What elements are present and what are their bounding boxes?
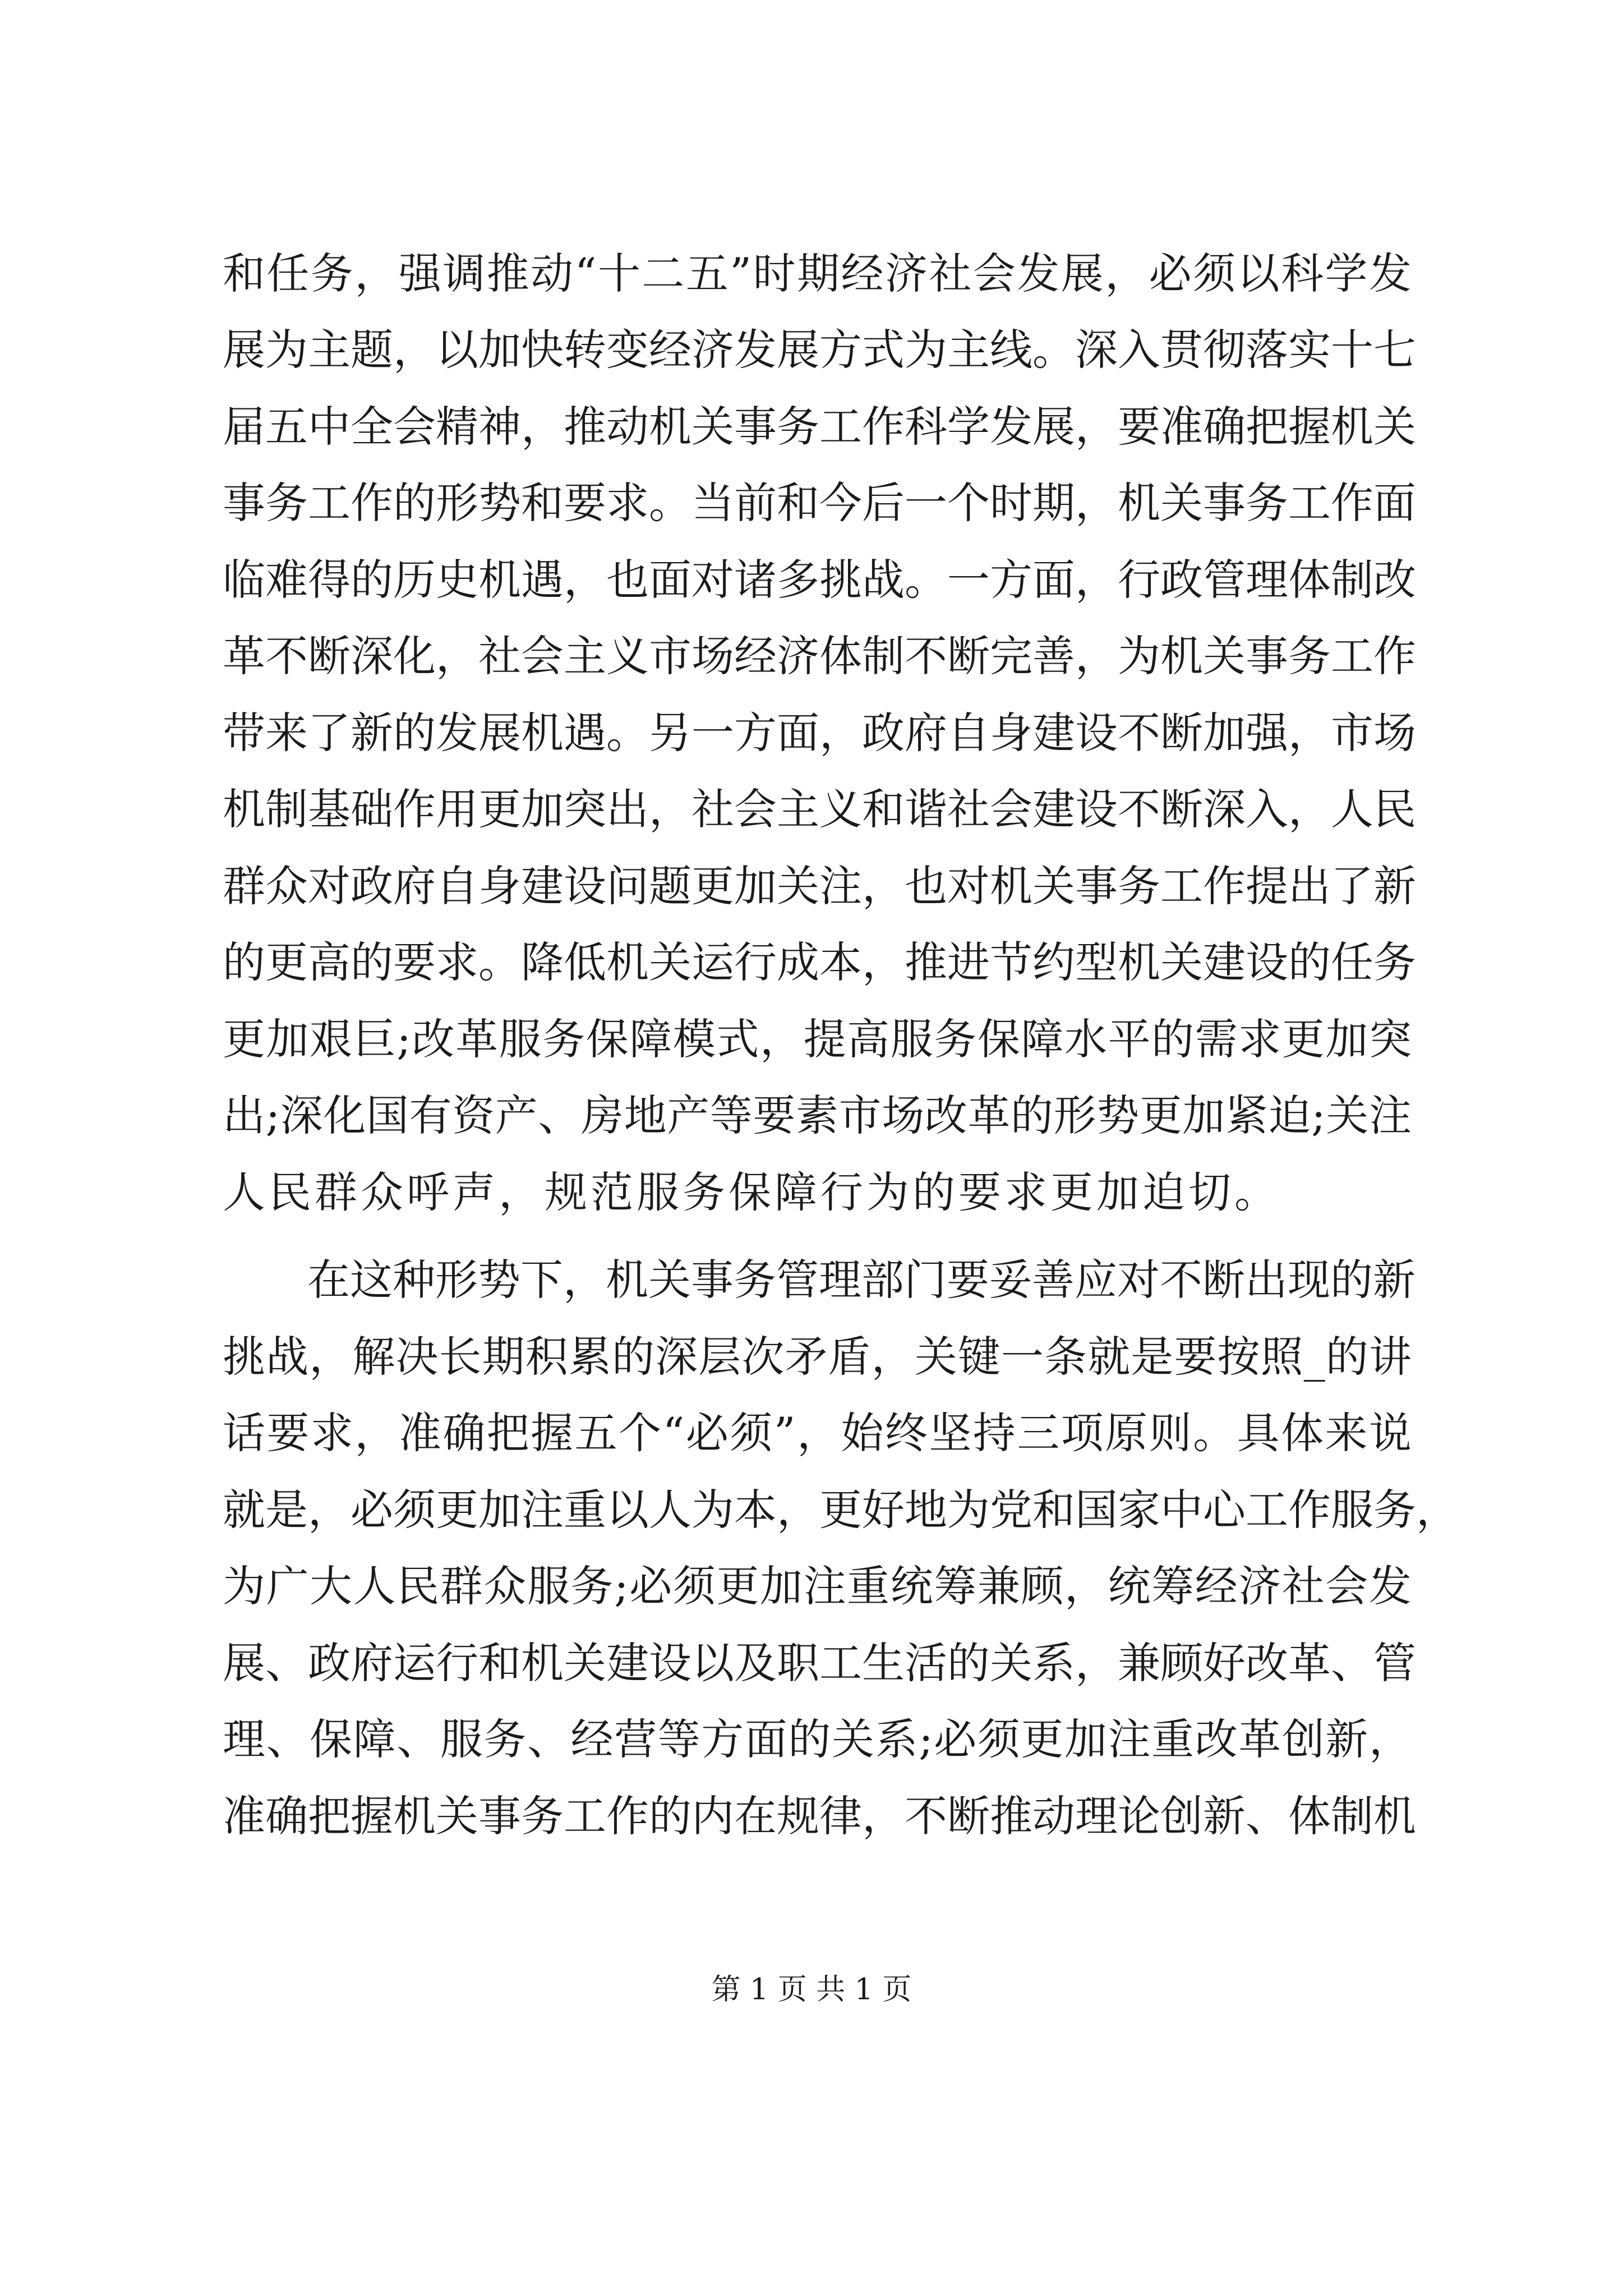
text-line: 的更高的要求。降低机关运行成本，推进节约型机关建设的任务 xyxy=(223,937,1416,987)
text-line: 和任务，强调推动“十二五”时期经济社会发展，必须以科学发 xyxy=(223,249,1412,298)
text-line: 革不断深化，社会主义市场经济体制不断完善，为机关事务工作 xyxy=(223,631,1416,681)
text-line: 群众对政府自身建设问题更加关注，也对机关事务工作提出了新 xyxy=(223,861,1416,911)
text-line: 事务工作的形势和要求。当前和今后一个时期，机关事务工作面 xyxy=(223,478,1416,528)
text-line: 展为主题，以加快转变经济发展方式为主线。深入贯彻落实十七 xyxy=(223,325,1416,375)
text-line: 话要求，准确把握五个“必须”，始终坚持三项原则。具体来说 xyxy=(223,1408,1412,1458)
text-line: 人民群众呼声，规范服务保障行为的要求更加迫切。 xyxy=(223,1167,1280,1217)
text-line: 准确把握机关事务工作的内在规律，不断推动理论创新、体制机 xyxy=(223,1791,1416,1841)
text-line: 就是，必须更加注重以人为本，更好地为党和国家中心工作服务， xyxy=(223,1485,1459,1535)
text-line: 机制基础作用更加突出，社会主义和谐社会建设不断深入，人民 xyxy=(223,784,1416,834)
paragraph-first-line: 在这种形势下，机关事务管理部门要妥善应对不断出现的新 xyxy=(307,1255,1415,1305)
text-line: 临难得的历史机遇，也面对诸多挑战。一方面，行政管理体制改 xyxy=(223,555,1416,605)
text-line: 更加艰巨;改革服务保障模式，提高服务保障水平的需求更加突 xyxy=(223,1014,1412,1064)
text-line: 为广大人民群众服务;必须更加注重统筹兼顾，统筹经济社会发 xyxy=(223,1561,1412,1611)
text-line: 届五中全会精神，推动机关事务工作科学发展，要准确把握机关 xyxy=(223,402,1416,452)
text-line: 出;深化国有资产、房地产等要素市场改革的形势更加紧迫;关注 xyxy=(223,1091,1412,1140)
text-line: 展、政府运行和机关建设以及职工生活的关系，兼顾好改革、管 xyxy=(223,1638,1416,1688)
page-footer: 第 1 页 共 1 页 xyxy=(711,1973,912,2007)
text-line: 带来了新的发展机遇。另一方面，政府自身建设不断加强，市场 xyxy=(223,708,1416,758)
text-line: 挑战，解决长期积累的深层次矛盾，关键一条就是要按照_的讲 xyxy=(223,1332,1412,1382)
text-line: 理、保障、服务、经营等方面的关系;必须更加注重改革创新， xyxy=(223,1714,1412,1764)
